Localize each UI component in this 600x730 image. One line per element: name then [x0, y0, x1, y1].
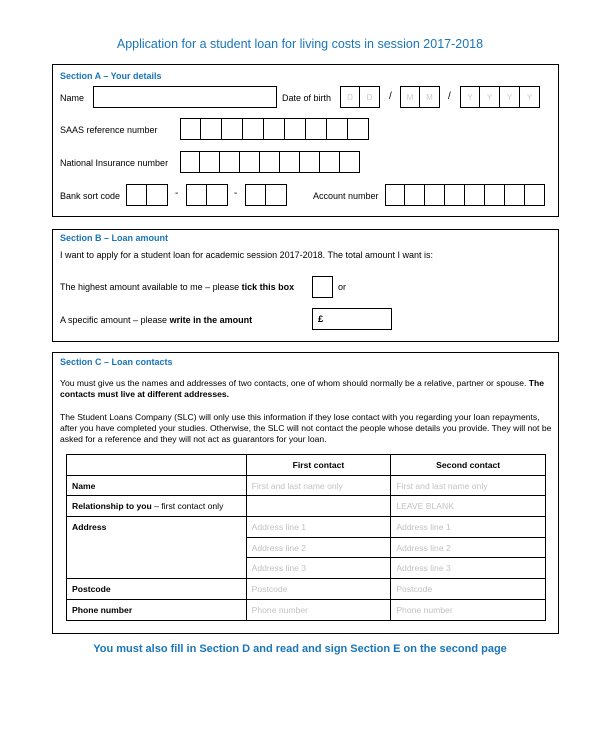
- saas-cell[interactable]: [348, 118, 369, 140]
- ni-cell[interactable]: [300, 151, 320, 173]
- contacts-instructions-text: You must give us the names and addresses of two contacts, one of whom should normally be a relative, partner or spouse.: [60, 378, 527, 388]
- account-cell[interactable]: [485, 184, 505, 206]
- account-cell[interactable]: [385, 184, 405, 206]
- section-c-heading: Section C – Loan contacts: [60, 357, 173, 367]
- dob-label: Date of birth: [282, 93, 332, 103]
- sort-code-cells-2[interactable]: [186, 184, 228, 206]
- second-contact-address-1[interactable]: Address line 1: [391, 517, 546, 538]
- first-contact-name[interactable]: First and last name only: [246, 475, 391, 496]
- row-label-name: Name: [67, 475, 247, 496]
- first-contact-relationship[interactable]: [246, 496, 391, 517]
- second-contact-address-2[interactable]: Address line 2: [391, 537, 546, 558]
- table-row: [67, 579, 546, 600]
- sort-code-cells-1[interactable]: [126, 184, 168, 206]
- sort-code-cell[interactable]: [126, 184, 147, 206]
- account-cell[interactable]: [465, 184, 485, 206]
- pound-sign: £: [318, 314, 324, 325]
- table-corner-cell: [67, 455, 247, 476]
- specific-amount-field[interactable]: [312, 308, 392, 330]
- name-label: Name: [60, 93, 85, 103]
- row-label-phone: Phone number: [67, 599, 247, 620]
- section-a-heading: Section A – Your details: [60, 71, 162, 81]
- ni-cell[interactable]: [240, 151, 260, 173]
- dob-year-cell[interactable]: Y: [500, 86, 520, 108]
- saas-cell[interactable]: [243, 118, 264, 140]
- dob-day-cells[interactable]: [340, 86, 380, 108]
- highest-amount-bold: tick this box: [241, 282, 295, 292]
- saas-cell[interactable]: [327, 118, 348, 140]
- specific-amount-bold: write in the amount: [169, 315, 253, 325]
- dob-month-cells[interactable]: [400, 86, 440, 108]
- saas-cell[interactable]: [222, 118, 243, 140]
- section-b-heading: Section B – Loan amount: [60, 233, 169, 243]
- name-field[interactable]: [93, 86, 277, 108]
- sort-code-label: Bank sort code: [60, 191, 121, 201]
- sort-code-separator: -: [234, 188, 238, 199]
- saas-cell[interactable]: [264, 118, 285, 140]
- second-contact-name[interactable]: First and last name only: [391, 475, 546, 496]
- dob-separator: /: [448, 91, 451, 102]
- table-row: [67, 475, 546, 496]
- first-contact-postcode[interactable]: Postcode: [246, 579, 391, 600]
- sort-code-cell[interactable]: [266, 184, 287, 206]
- table-row: [67, 537, 546, 558]
- second-contact-phone[interactable]: Phone number: [391, 599, 546, 620]
- row-label-address: Address: [67, 517, 247, 538]
- first-contact-address-3[interactable]: Address line 3: [246, 558, 391, 579]
- ni-cell[interactable]: [180, 151, 200, 173]
- specific-amount-label: [60, 315, 252, 325]
- account-number-cells[interactable]: [385, 184, 545, 206]
- ni-cell[interactable]: [220, 151, 240, 173]
- table-row: [67, 558, 546, 579]
- dob-day-cell[interactable]: D: [340, 86, 360, 108]
- ni-cell[interactable]: [280, 151, 300, 173]
- first-contact-phone[interactable]: Phone number: [246, 599, 391, 620]
- row-label-address-continued: [67, 558, 247, 579]
- dob-month-cell[interactable]: M: [420, 86, 440, 108]
- highest-amount-checkbox[interactable]: [312, 276, 333, 298]
- saas-reference-cells[interactable]: [180, 118, 369, 140]
- account-cell[interactable]: [425, 184, 445, 206]
- first-contact-address-2[interactable]: Address line 2: [246, 537, 391, 558]
- slc-usage-text: The Student Loans Company (SLC) will only use this information if they lose contact with you regarding your loan repayments, after you have completed your studies. Otherwise, the SLC will not contact the people whose details you provide. They will not be asked for a reference and they will not act as guarantors for your loan.: [60, 412, 552, 444]
- or-text: or: [338, 282, 347, 292]
- loan-intro-text: I want to apply for a student loan for academic session 2017-2018. The total amount I want is:: [60, 250, 434, 260]
- contacts-instructions: [60, 378, 552, 400]
- ni-cell[interactable]: [320, 151, 340, 173]
- saas-cell[interactable]: [201, 118, 222, 140]
- row-label-postcode: Postcode: [67, 579, 247, 600]
- contacts-table: [66, 454, 546, 621]
- ni-label: National Insurance number: [60, 158, 169, 168]
- dob-separator: /: [389, 91, 392, 102]
- first-contact-address-1[interactable]: Address line 1: [246, 517, 391, 538]
- sort-code-cell[interactable]: [186, 184, 207, 206]
- dob-year-cell[interactable]: Y: [520, 86, 540, 108]
- second-contact-header: Second contact: [391, 455, 546, 476]
- account-number-label: Account number: [313, 191, 379, 201]
- first-contact-header: First contact: [246, 455, 391, 476]
- saas-cell[interactable]: [180, 118, 201, 140]
- saas-cell[interactable]: [285, 118, 306, 140]
- second-contact-relationship[interactable]: LEAVE BLANK: [391, 496, 546, 517]
- ni-number-cells[interactable]: [180, 151, 360, 173]
- dob-month-cell[interactable]: M: [400, 86, 420, 108]
- ni-cell[interactable]: [260, 151, 280, 173]
- table-header-row: [67, 455, 546, 476]
- ni-cell[interactable]: [340, 151, 360, 173]
- sort-code-cell[interactable]: [147, 184, 168, 206]
- highest-amount-label: [60, 282, 294, 292]
- sort-code-cell[interactable]: [207, 184, 228, 206]
- sort-code-separator: -: [175, 188, 179, 199]
- second-contact-postcode[interactable]: Postcode: [391, 579, 546, 600]
- sort-code-cell[interactable]: [245, 184, 266, 206]
- sort-code-cells-3[interactable]: [245, 184, 287, 206]
- contacts-instructions-bold: The contacts must live at different addresses.: [60, 378, 545, 399]
- account-cell[interactable]: [405, 184, 425, 206]
- form-title: Application for a student loan for living costs in session 2017-2018: [116, 37, 484, 51]
- account-cell[interactable]: [505, 184, 525, 206]
- table-row: [67, 496, 546, 517]
- footer-note: You must also fill in Section D and read and sign Section E on the second page: [93, 643, 507, 655]
- highest-amount-text: The highest amount available to me – please: [60, 282, 242, 292]
- relationship-label-bold: Relationship to you: [72, 501, 152, 512]
- dob-day-cell[interactable]: D: [360, 86, 380, 108]
- table-row: [67, 517, 546, 538]
- specific-amount-text: A specific amount – please: [60, 315, 170, 325]
- dob-year-cell[interactable]: Y: [460, 86, 480, 108]
- saas-label: SAAS reference number: [60, 125, 158, 135]
- relationship-label-note: – first contact only: [151, 501, 224, 512]
- row-label-relationship: [67, 496, 247, 517]
- saas-cell[interactable]: [306, 118, 327, 140]
- account-cell[interactable]: [525, 184, 545, 206]
- dob-year-cell[interactable]: Y: [480, 86, 500, 108]
- account-cell[interactable]: [445, 184, 465, 206]
- ni-cell[interactable]: [200, 151, 220, 173]
- second-contact-address-3[interactable]: Address line 3: [391, 558, 546, 579]
- dob-year-cells[interactable]: [460, 86, 540, 108]
- row-label-address-continued: [67, 537, 247, 558]
- table-row: [67, 599, 546, 620]
